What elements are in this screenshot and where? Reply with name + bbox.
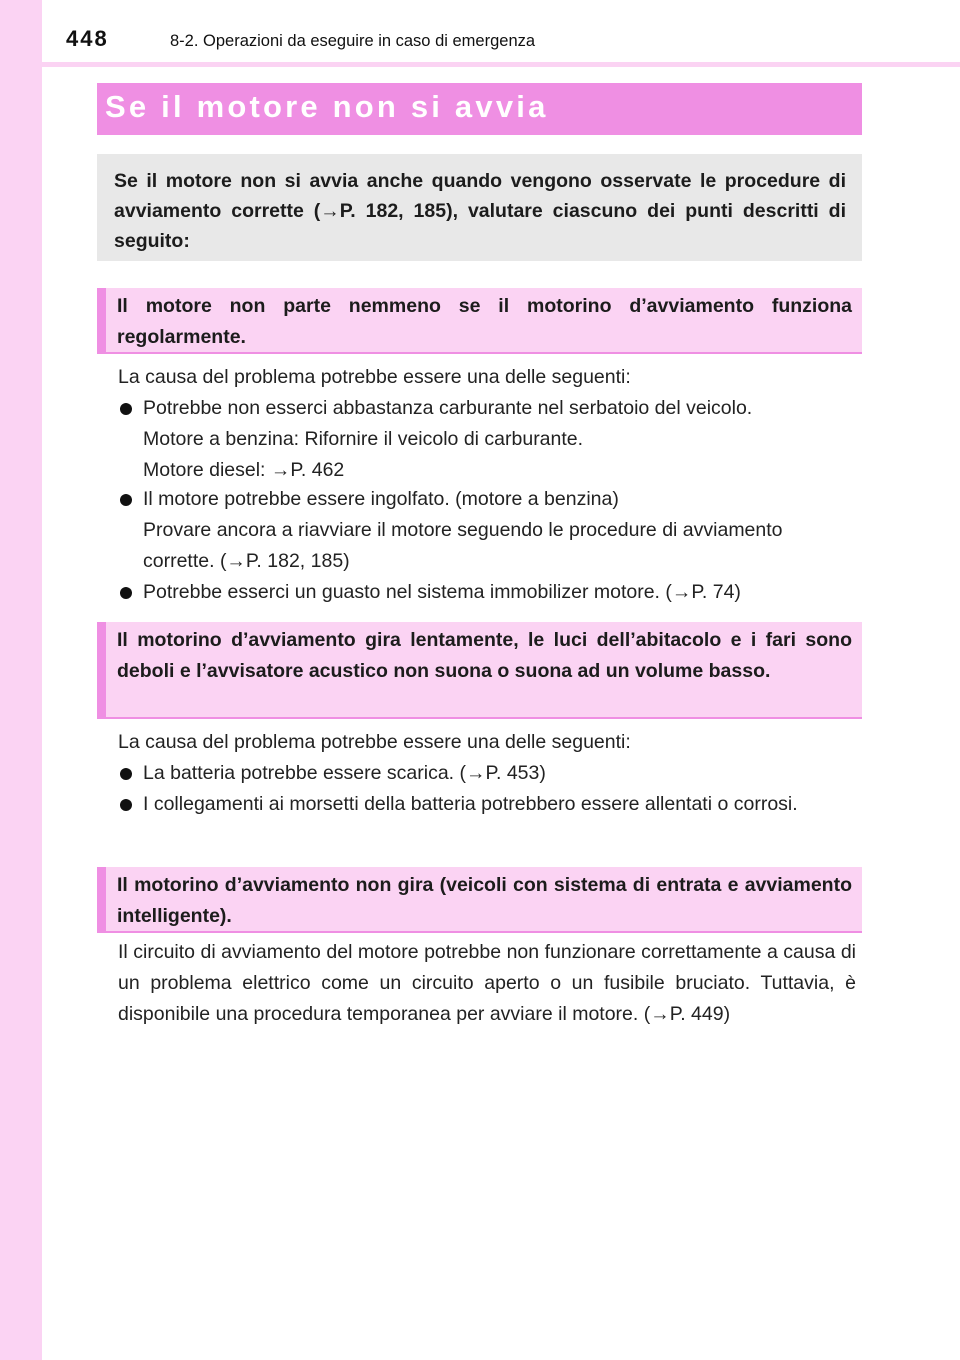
list-item-text: La batteria potrebbe essere scarica. (→P. 453): [143, 762, 546, 784]
page-number: 448: [66, 26, 109, 51]
subheading-2: Il motorino d’avviamento gira lentamente, le luci dell’abitacolo e i fari sono deboli e l’avvisatore acustico non suona o suona ad un volume basso.: [97, 622, 862, 719]
section-title: 8-2. Operazioni da eseguire in caso di emergenza: [170, 32, 536, 50]
list-item-detail: Provare ancora a riavviare il motore seguendo le procedure di avviamento corrette. (→P. 182, 185): [143, 519, 783, 572]
section-1-lead: La causa del problema potrebbe essere una delle seguenti:: [118, 366, 631, 388]
bullet-icon: [120, 403, 132, 415]
subheading-1: Il motore non parte nemmeno se il motorino d’avviamento funziona regolarmente.: [97, 288, 862, 354]
bullet-icon: [120, 587, 132, 599]
list-item-text: I collegamenti ai morsetti della batteria potrebbero essere allentati o corrosi.: [143, 793, 798, 815]
list-item-detail: Motore diesel: →P. 462: [143, 459, 345, 481]
list-item-text: Il motore potrebbe essere ingolfato. (motore a benzina): [143, 488, 619, 510]
list-item-text: Potrebbe non esserci abbastanza carburante nel serbatoio del veicolo.: [143, 397, 753, 419]
section-3-body: Il circuito di avviamento del motore potrebbe non funzionare correttamente a causa di un problema elettrico come un circuito aperto o un fusibile bruciato. Tuttavia, è disponibile una procedura temporanea per avviare il motore. (→P. 449): [118, 941, 856, 1025]
list-item-detail: Motore a benzina: Rifornire il veicolo di carburante.: [143, 428, 584, 450]
list-item: [118, 577, 856, 608]
page-title-bar: [97, 83, 862, 135]
list-item-text: Potrebbe esserci un guasto nel sistema immobilizer motore. (→P. 74): [143, 581, 741, 603]
header-divider: [42, 62, 960, 67]
bullet-icon: [120, 494, 132, 506]
list-item: [118, 789, 856, 820]
list-item: [118, 393, 856, 486]
left-margin-bar: [0, 0, 42, 1360]
list-item: [118, 758, 856, 789]
intro-box: Se il motore non si avvia anche quando vengono osservate le procedure di avviamento corrette (→P. 182, 185), valutare ciascuno dei punti descritti di seguito:: [97, 154, 862, 261]
subheading-3: Il motorino d’avviamento non gira (veicoli con sistema di entrata e avviamento intelligente).: [97, 867, 862, 933]
list-item: [118, 484, 856, 577]
bullet-icon: [120, 799, 132, 811]
section-2-lead: La causa del problema potrebbe essere una delle seguenti:: [118, 731, 631, 753]
page-title: Se il motore non si avvia: [105, 89, 549, 124]
bullet-icon: [120, 768, 132, 780]
